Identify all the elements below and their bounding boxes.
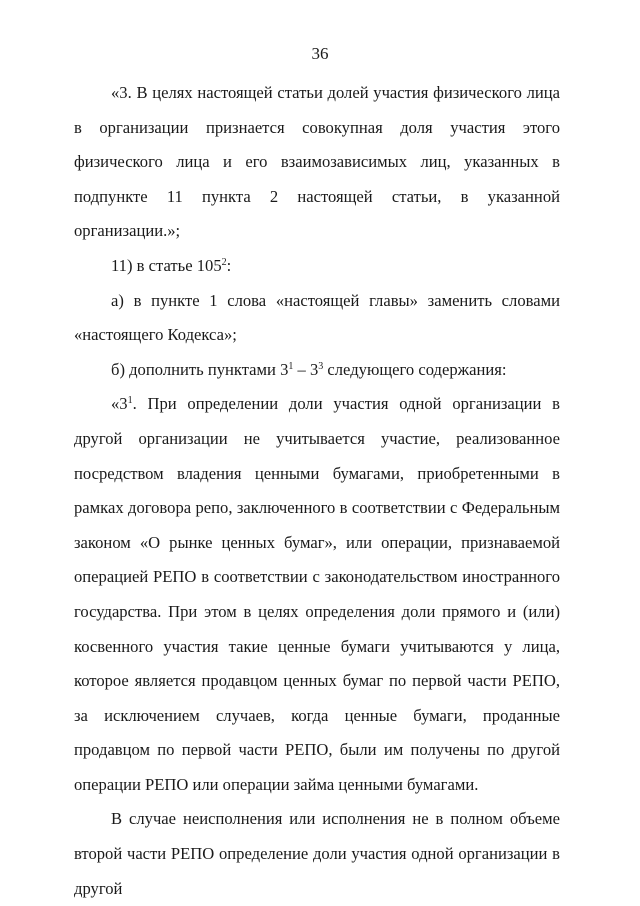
superscript: 3 bbox=[318, 360, 324, 372]
paragraph-item-11-suffix: : bbox=[226, 255, 232, 275]
paragraph-clause-3-1 bbox=[74, 387, 560, 802]
superscript: 2 bbox=[221, 256, 227, 268]
paragraph-subitem-b bbox=[74, 353, 560, 388]
paragraph-subitem-b-text: б) дополнить пунктами 3 bbox=[111, 359, 289, 379]
superscript: 1 bbox=[127, 395, 133, 407]
paragraph-clause-3: «3. В целях настоящей статьи долей участия физического лица в организации признается совокупная доля участия этого физического лица и его взаимозависимых лиц, указанных в подпункте 11 пункта 2 настоящей статьи, в указанной организации.»; bbox=[74, 83, 560, 241]
paragraph-subitem-b-mid: – 3 bbox=[293, 359, 319, 379]
paragraph-subitem-b-suffix: следующего содержания: bbox=[323, 359, 507, 379]
paragraph-clause-3-1-prefix: «3 bbox=[111, 394, 128, 414]
superscript: 1 bbox=[288, 360, 294, 372]
paragraph-repo-default: В случае неисполнения или исполнения не в полном объеме второй части РЕПО определение доли участия одной организации в другой bbox=[74, 809, 560, 898]
page-number: 36 bbox=[311, 44, 329, 63]
paragraph-item-11 bbox=[74, 249, 560, 284]
paragraph-clause-3-1-body: . При определении доли участия одной организации в другой организации не учитывается участие, реализованное посредством владения ценными бумагами, приобретенными в рамках договора репо, заключенного в соответствии с Федеральным законом «О рынке ценных бумаг», или операции, признаваемой операцией РЕПО в соответствии с законодательством иностранного государства. При этом в целях определения доли прямого и (или) косвенного участия такие ценные бумаги учитываются у лица, которое является продавцом ценных бумаг по первой части РЕПО, за исключением случаев, когда ценные бумаги, проданные продавцом по первой части РЕПО, были им получены по другой операции РЕПО или операции займа ценными бумагами. bbox=[74, 394, 560, 794]
document-text-body bbox=[74, 76, 560, 906]
paragraph-item-11-text: 11) в статье 105 bbox=[111, 255, 222, 275]
paragraph-subitem-a: а) в пункте 1 слова «настоящей главы» заменить словами «настоящего Кодекса»; bbox=[74, 290, 560, 345]
